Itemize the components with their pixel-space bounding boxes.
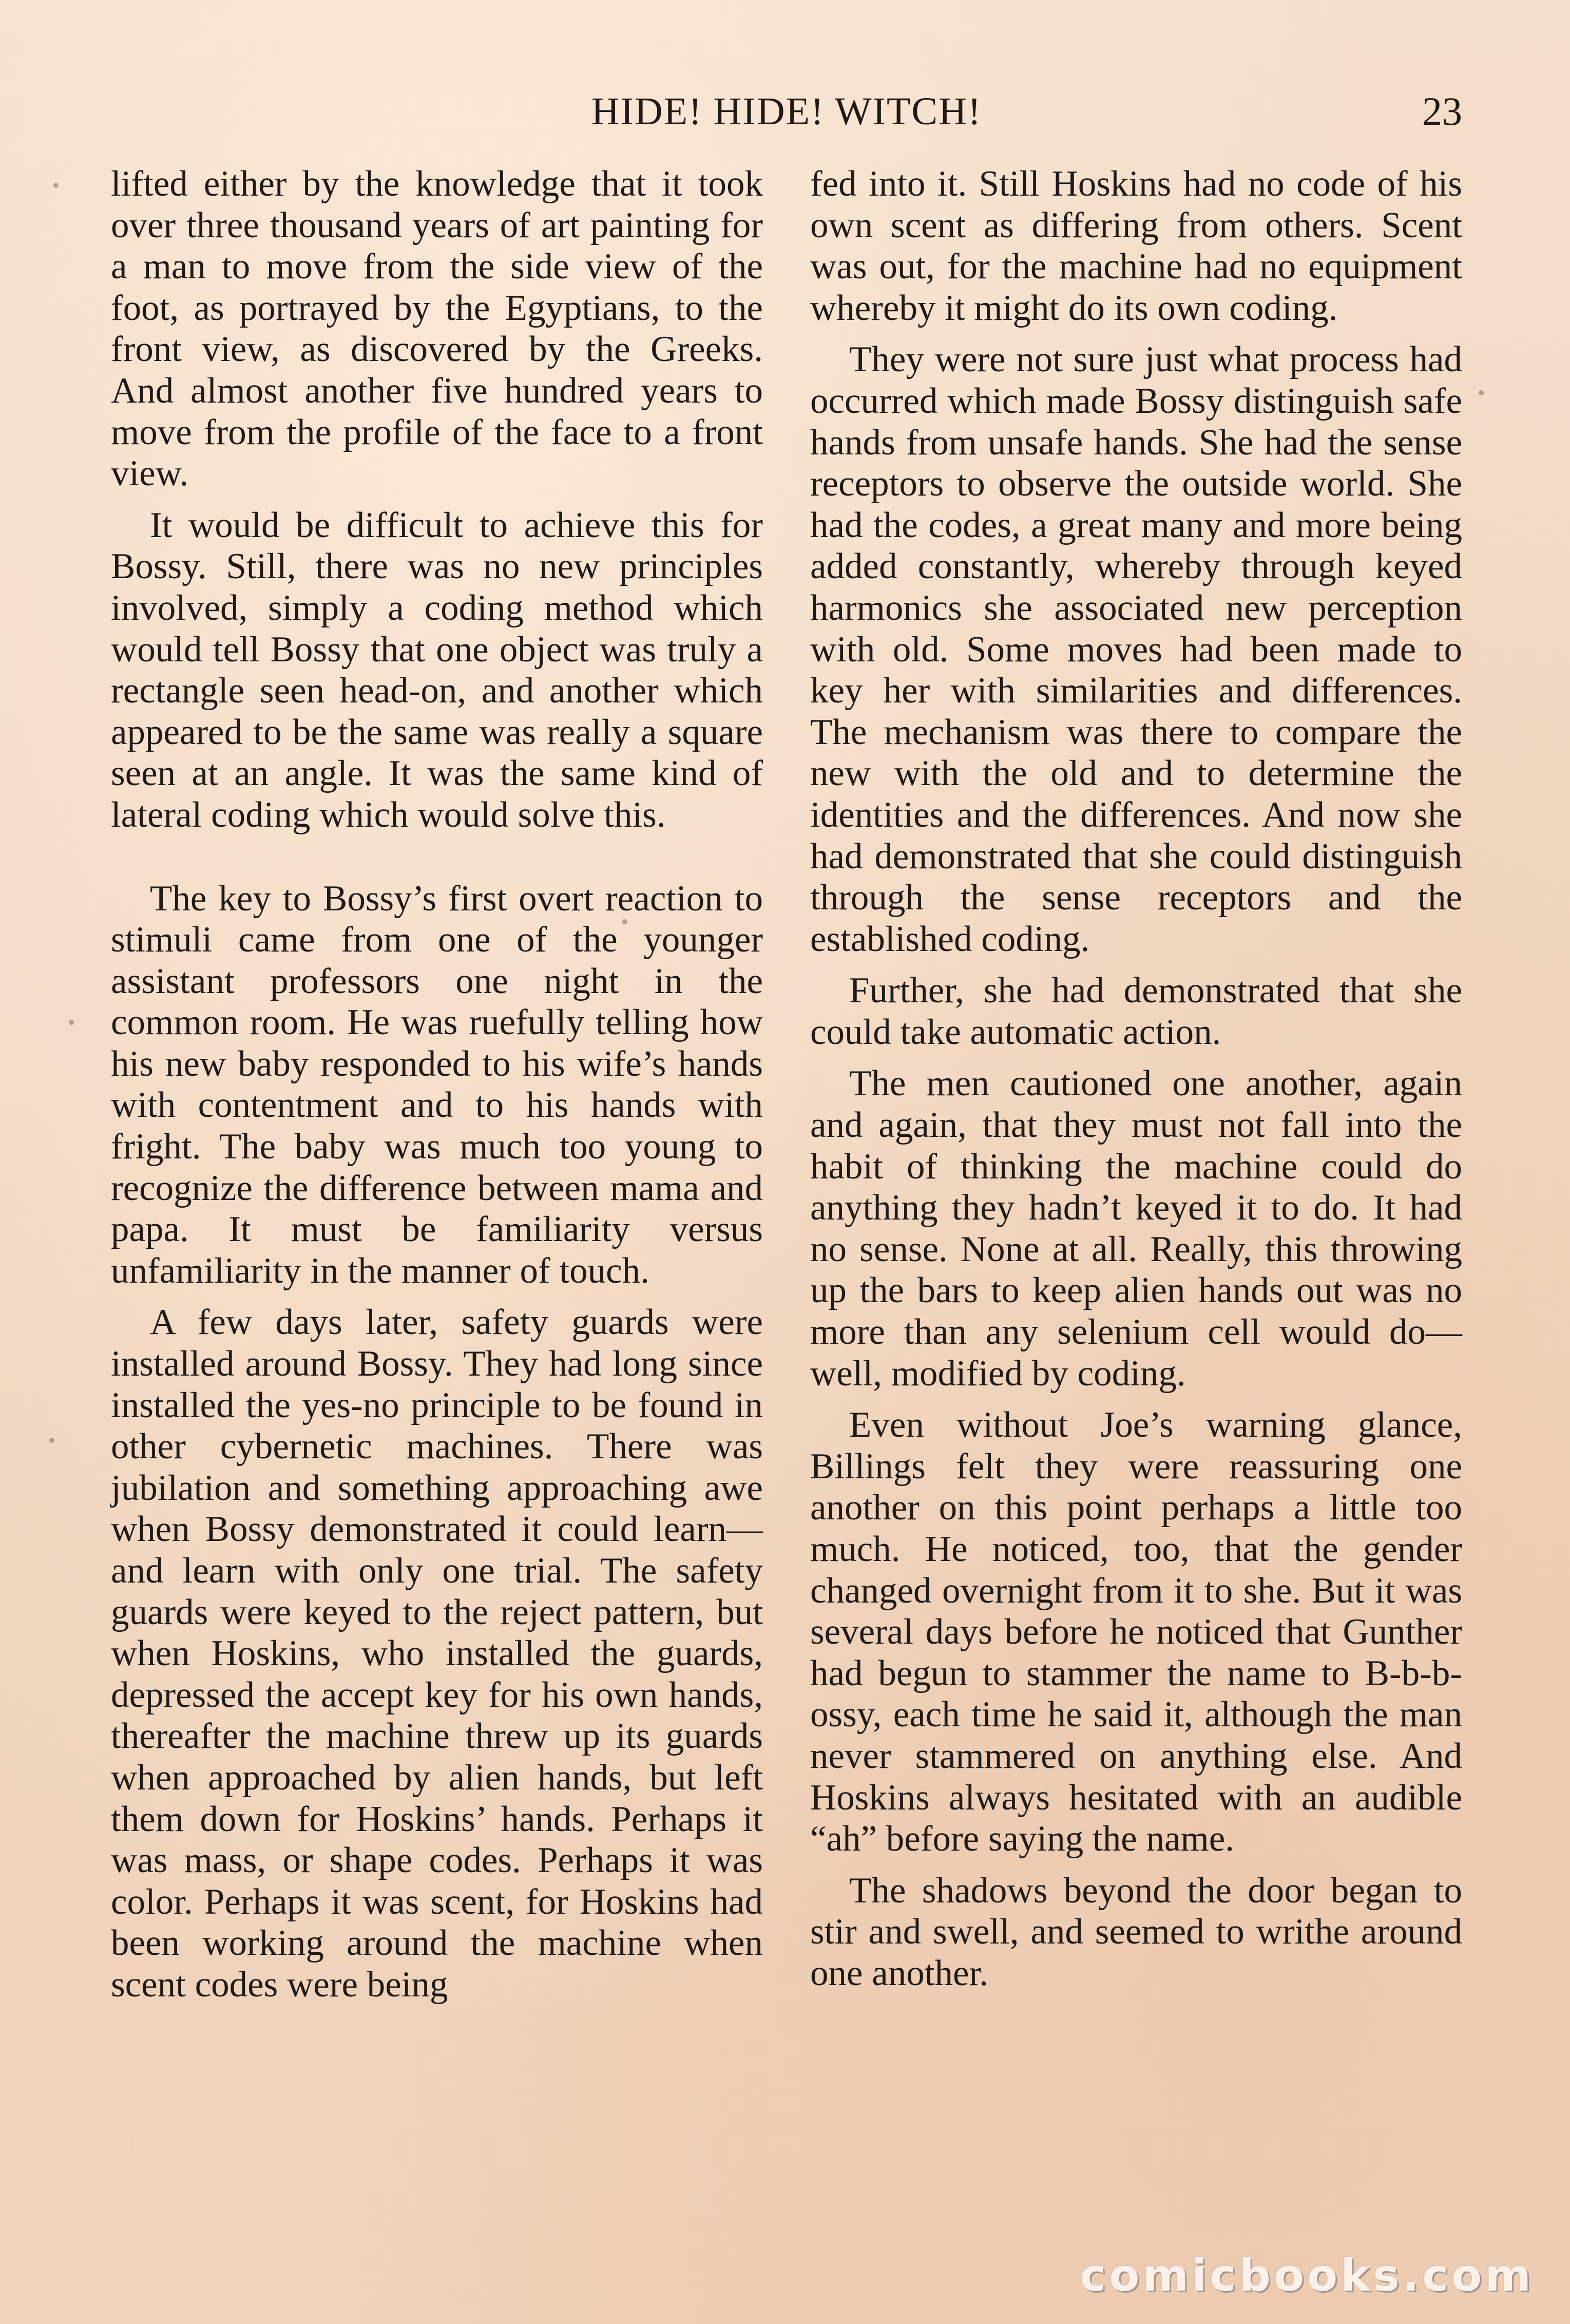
paragraph: Even without Joe’s warning glance, Billings felt they were reassuring one another on this point perhaps a little too much. He noticed, too, that the gender changed overnight from it to she. But it was several days before he noticed that Gunther had begun to stammer the name to B-b-b-ossy, each time he said it, although the man never stammered on anything else. And Hoskins always hesitated with an audible “ah” before saying the name. bbox=[810, 1405, 1462, 1859]
paragraph: The men cautioned one another, again and again, that they must not fall into the habit of thinking the machine could do anything they hadn’t keyed it to do. It had no sense. None at all. Really, this throwing up the bars to keep alien hands out was no more than any selenium cell would do—well, modified by coding. bbox=[810, 1063, 1462, 1394]
page-header bbox=[111, 88, 1462, 135]
paragraph: They were not sure just what process had occurred which made Bossy distinguish safe hands from unsafe hands. She had the sense receptors to observe the outside world. She had the codes, a great many and more being added constantly, whereby through keyed harmonics she associated new perception with old. Some moves had been made to key her with similarities and differences. The mechanism was there to compare the new with the old and to determine the identities and the differences. And now she had demonstrated that she could distinguish through the sense receptors and the established coding. bbox=[810, 339, 1462, 959]
paper-speck bbox=[53, 183, 59, 188]
paragraph: lifted either by the knowledge that it took over three thousand years of art painting for a man to move from the side view of the foot, as portrayed by the Egyptians, to the front view, as discovered by the Greeks. And almost another five hundred years to move from the profile of the face to a front view. bbox=[111, 164, 763, 494]
paragraph: Further, she had demonstrated that she could take automatic action. bbox=[810, 970, 1462, 1052]
paragraph: It would be difficult to achieve this for Bossy. Still, there was no new principles involved, simply a coding method which would tell Bossy that one object was truly a rectangle seen head-on, and another which appeared to be the same was really a square seen at an angle. It was the same kind of lateral coding which would solve this. bbox=[111, 505, 763, 835]
paragraph: The key to Bossy’s first overt reaction to stimuli came from one of the younger assistant professors one night in the common room. He was ruefully telling how his new baby responded to his wife’s hands with contentment and to his hands with fright. The baby was much too young to recognize the difference between mama and papa. It must be familiarity versus unfamiliarity in the manner of touch. bbox=[111, 878, 763, 1291]
paragraph: A few days later, safety guards were installed around Bossy. They had long since installed the yes-no principle to be found in other cybernetic machines. There was jubilation and something approaching awe when Bossy demonstrated it could learn—and learn with only one trial. The safety guards were keyed to the reject pattern, but when Hoskins, who installed the guards, depressed the accept key for his own hands, thereafter the machine threw up its guards when approached by alien hands, but left them down for Hoskins’ hands. Perhaps it was mass, or shape codes. Perhaps it was color. Perhaps it was scent, for Hoskins had been working around the machine when scent codes were being bbox=[111, 1302, 763, 2005]
paper-speck bbox=[69, 1020, 74, 1025]
watermark-logo: comicbooks.com bbox=[1080, 2250, 1534, 2301]
paragraph: fed into it. Still Hoskins had no code of his own scent as differing from others. Scent was out, for the machine had no equipment whereby it might do its own coding. bbox=[810, 164, 1462, 328]
paper-speck bbox=[622, 919, 627, 924]
paper-speck bbox=[1479, 390, 1484, 395]
left-column bbox=[111, 163, 763, 2016]
right-column bbox=[810, 163, 1462, 2005]
running-head: HIDE! HIDE! WITCH! bbox=[591, 90, 982, 133]
paragraph: The shadows beyond the door began to stir and swell, and seemed to writhe around one another. bbox=[810, 1870, 1462, 1993]
page-number: 23 bbox=[1422, 89, 1462, 134]
paper-speck bbox=[49, 1438, 54, 1443]
